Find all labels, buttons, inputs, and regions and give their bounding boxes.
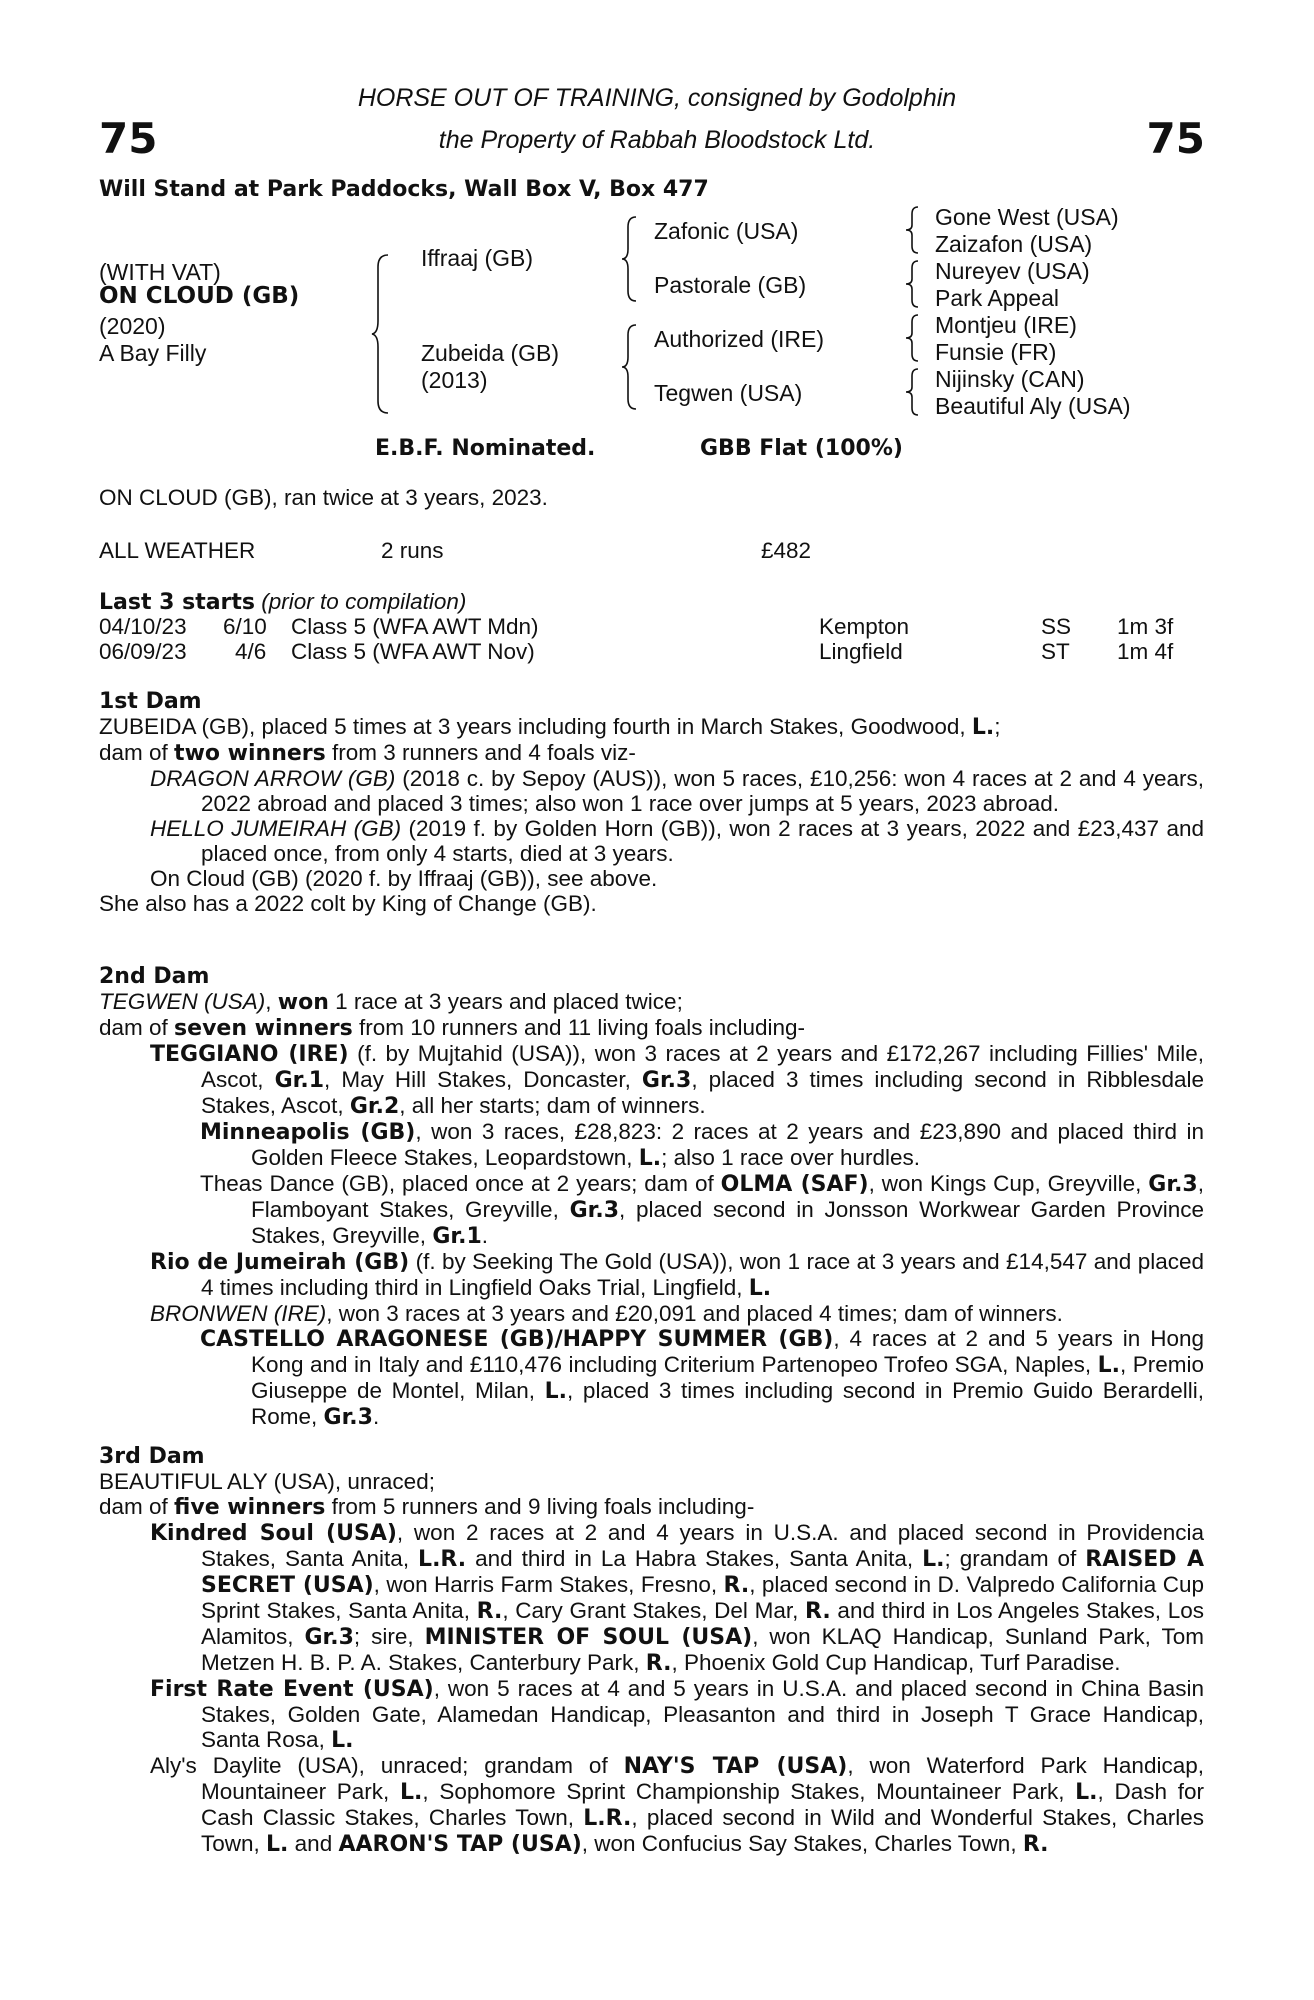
horse-name: ON CLOUD (GB): [99, 283, 300, 309]
produce-on-cloud: On Cloud (GB) (2020 f. by Iffraaj (GB)), see above.: [150, 866, 658, 891]
start-race: Class 5 (WFA AWT Mdn): [291, 614, 539, 639]
g3-nureyev: Nureyev (USA): [935, 258, 1090, 284]
third-dam-title: 3rd Dam: [99, 1444, 205, 1469]
consignor-line: HORSE OUT OF TRAINING, consigned by Godolphin: [357, 84, 957, 112]
vat-label: (WITH VAT): [99, 259, 221, 285]
g3-funsie: Funsie (FR): [935, 339, 1057, 365]
produce-hello-jumeirah: HELLO JUMEIRAH (GB) (2019 f. by Golden Horn (GB)), won 2 races at 3 years, 2022 and £23,437 and placed once, from only 4 starts, died at 3 years.: [150, 816, 1204, 866]
g3-zaizafon: Zaizafon (USA): [935, 231, 1093, 257]
produce-castello-aragonese: CASTELLO ARAGONESE (GB)/HAPPY SUMMER (GB), 4 races at 2 and 5 years in Hong Kong and in Italy and £110,476 including Criterium Partenopeo Trofeo SGA, Naples, L., Premio Giuseppe de Montel, Milan, L., placed 3 times including second in Premio Guido Berardelli, Rome, Gr.3.: [200, 1326, 1204, 1430]
third-dam-produce-summary: dam of five winners from 5 runners and 9 living foals including-: [99, 1494, 755, 1520]
produce-teggiano: TEGGIANO (IRE) (f. by Mujtahid (USA)), won 3 races at 2 years and £172,267 including Fillies' Mile, Ascot, Gr.1, May Hill Stakes, Doncaster, Gr.3, placed 3 times including second in Ribblesdale Stakes, Ascot, Gr.2, all her starts; dam of winners.: [150, 1041, 1204, 1119]
start-race: Class 5 (WFA AWT Nov): [291, 639, 535, 664]
gbb-flat: GBB Flat (100%): [700, 436, 903, 461]
earnings: £482: [761, 538, 812, 563]
last-starts-heading: [99, 589, 466, 615]
produce-first-rate-event: First Rate Event (USA), won 5 races at 4 and 5 years in U.S.A. and placed second in China Basin Stakes, Golden Gate, Alamedan Handicap, Pleasanton and third in Joseph T Grace Handicap, Santa Rosa, L.: [150, 1676, 1204, 1753]
ebf-nominated: E.B.F. Nominated.: [375, 436, 596, 461]
sire: Iffraaj (GB): [421, 245, 534, 271]
third-dam-section: [99, 1444, 1204, 1857]
property-line: the Property of Rabbah Bloodstock Ltd.: [438, 126, 876, 154]
sire-sire: Zafonic (USA): [654, 218, 799, 244]
second-dam-section: [99, 964, 1204, 1430]
produce-minneapolis: Minneapolis (GB), won 3 races, £28,823: 2 races at 2 years and £23,890 and placed third in Golden Fleece Stakes, Leopardstown, L.; also 1 race over hurdles.: [200, 1119, 1204, 1171]
first-dam-record: ZUBEIDA (GB), placed 5 times at 3 years including fourth in March Stakes, Goodwood, L.;: [99, 714, 1001, 740]
start-course: Lingfield: [819, 639, 903, 664]
produce-dragon-arrow: DRAGON ARROW (GB) (2018 c. by Sepoy (AUS)), won 5 races, £10,256: won 4 races at 2 and 4 years, 2022 abroad and placed 3 times; also won 1 race over jumps at 5 years, 2023 abroad.: [150, 766, 1204, 816]
start-course: Kempton: [819, 614, 910, 639]
last-starts-title: Last 3 starts: [99, 590, 256, 615]
stand-location: Will Stand at Park Paddocks, Wall Box V, Box 477: [99, 177, 709, 202]
lot-number-right: 75: [1146, 114, 1205, 163]
produce-note: She also has a 2022 colt by King of Change (GB).: [99, 891, 597, 916]
race-record-summary: ON CLOUD (GB), ran twice at 3 years, 2023.: [99, 485, 548, 510]
first-dam-produce-summary: dam of two winners from 3 runners and 4 foals viz-: [99, 740, 636, 766]
first-dam-title: 1st Dam: [99, 689, 202, 714]
g3-brace-4: [904, 367, 922, 417]
second-dam-title: 2nd Dam: [99, 964, 210, 989]
third-dam-record: BEAUTIFUL ALY (USA), unraced;: [99, 1469, 435, 1494]
produce-bronwen: BRONWEN (IRE), won 3 races at 3 years and £20,091 and placed 4 times; dam of winners.: [150, 1301, 1063, 1326]
lot-number-left: 75: [99, 114, 158, 163]
sire-parents-brace: [620, 215, 640, 303]
start-position: 6/10: [223, 614, 267, 639]
first-dam-section: [99, 689, 1204, 916]
start-position: 4/6: [235, 639, 267, 664]
second-dam-record: TEGWEN (USA), won 1 race at 3 years and placed twice;: [99, 989, 683, 1015]
g3-brace-2: [904, 259, 922, 309]
last-starts-subtitle: (prior to compilation): [261, 589, 467, 614]
start-date: 04/10/23: [99, 614, 187, 639]
start-distance: 1m 3f: [1117, 614, 1174, 639]
dam-sire: Authorized (IRE): [654, 326, 825, 352]
dam-year: (2013): [421, 367, 488, 393]
produce-theas-dance: Theas Dance (GB), placed once at 2 years; dam of OLMA (SAF), won Kings Cup, Greyville, Gr.3, Flamboyant Stakes, Greyville, Gr.3, placed second in Jonsson Workwear Garden Province Stakes, Greyville, Gr.1.: [200, 1171, 1204, 1249]
g3-park-appeal: Park Appeal: [935, 285, 1060, 311]
sire-dam: Pastorale (GB): [654, 272, 807, 298]
g3-brace-1: [904, 205, 922, 255]
start-date: 06/09/23: [99, 639, 187, 664]
runs-count: 2 runs: [381, 538, 444, 563]
dam-parents-brace: [620, 323, 640, 411]
g3-montjeu: Montjeu (IRE): [935, 312, 1077, 338]
start-going: SS: [1041, 614, 1072, 639]
start-going: ST: [1041, 639, 1070, 664]
dam: Zubeida (GB): [421, 340, 560, 366]
horse-description: A Bay Filly: [99, 340, 207, 366]
sire-dam-brace: [370, 253, 394, 415]
start-distance: 1m 4f: [1117, 639, 1174, 664]
surface-label: ALL WEATHER: [99, 538, 256, 563]
horse-year: (2020): [99, 313, 166, 339]
second-dam-produce-summary: dam of seven winners from 10 runners and 11 living foals including-: [99, 1015, 806, 1041]
produce-kindred-soul: Kindred Soul (USA), won 2 races at 2 and 4 years in U.S.A. and placed second in Providencia Stakes, Santa Anita, L.R. and third in La Habra Stakes, Santa Anita, L.; grandam of RAISED A SECRET (USA), won Harris Farm Stakes, Fresno, R., placed second in D. Valpredo California Cup Sprint Stakes, Santa Anita, R., Cary Grant Stakes, Del Mar, R. and third in Los Angeles Stakes, Los Alamitos, Gr.3; sire, MINISTER OF SOUL (USA), won KLAQ Handicap, Sunland Park, Tom Metzen H. B. P. A. Stakes, Canterbury Park, R., Phoenix Gold Cup Handicap, Turf Paradise.: [150, 1520, 1205, 1676]
g3-nijinsky: Nijinsky (CAN): [935, 366, 1085, 392]
produce-rio-de-jumeirah: Rio de Jumeirah (GB) (f. by Seeking The Gold (USA)), won 1 race at 3 years and £14,547 and placed 4 times including third in Lingfield Oaks Trial, Lingfield, L.: [150, 1249, 1204, 1301]
g3-brace-3: [904, 313, 922, 363]
dam-dam: Tegwen (USA): [654, 380, 803, 406]
g3-gone-west: Gone West (USA): [935, 204, 1119, 230]
produce-alys-daylite: Aly's Daylite (USA), unraced; grandam of NAY'S TAP (USA), won Waterford Park Handicap, Mountaineer Park, L., Sophomore Sprint Championship Stakes, Mountaineer Park, L., Dash for Cash Classic Stakes, Charles Town, L.R., placed second in Wild and Wonderful Stakes, Charles Town, L. and AARON'S TAP (USA), won Confucius Say Stakes, Charles Town, R.: [150, 1753, 1204, 1857]
g3-beautiful-aly: Beautiful Aly (USA): [935, 393, 1131, 419]
